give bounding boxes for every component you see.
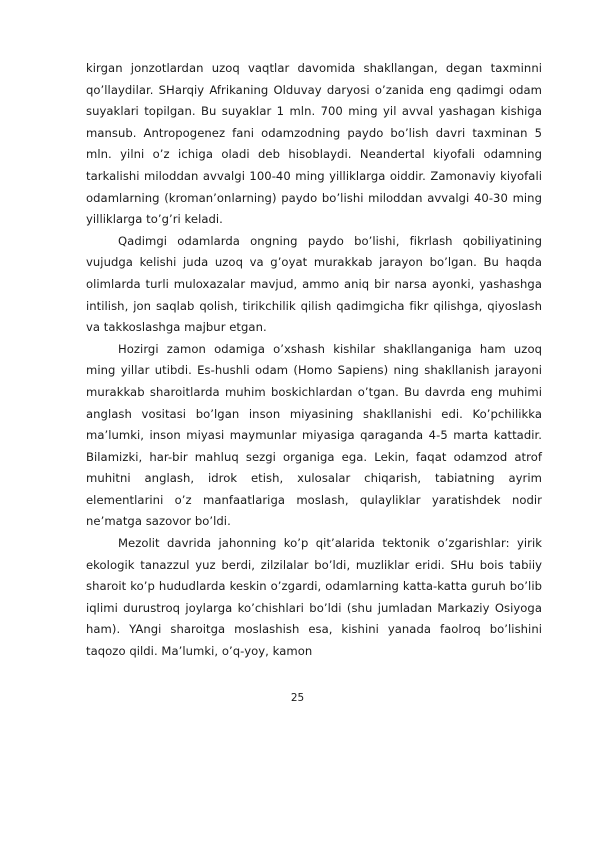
- paragraph-early-thinking: Qadimgi odamlarda ongning paydo bo’lishi, fikrlash qobiliyatining vujudga kelishi juda uzoq va g’oyat murakkab jarayon bo’lgan. Bu haqda olimlarda turli muloxazalar mavjud, ammo aniq bir narsa ayonki, yashashga intilish, jon saqlab qolish, tirikchilik qilish qadimgicha fikr qilishga, qiyoslash va takkoslashga majbur etgan.: [86, 233, 542, 335]
- page-number: 25: [290, 692, 305, 704]
- paragraph-homo-sapiens: Hozirgi zamon odamiga o’xshash kishilar shakllanganiga ham uzoq ming yillar utibdi. Es-hushli odam (Homo Sapiens) ning shakllanish jarayoni murakkab sharoitlarda muhim boskichlardan o’tgan. Bu davrda eng muhimi anglash vositasi bo’lgan inson miyasining shakllanishi edi. Ko’pchilikka ma’lumki, inson miyasi maymunlar miyasiga qaraganda 4-5 marta kattadir. Bilamizki, har-bir mahluq sezgi organiga ega. Lekin, faqat odamzod atrof muhitni anglash, idrok etish, xulosalar chiqarish, tabiatning ayrim elementlarini o’z manfaatlariga moslash, qulayliklar yaratishdek nodir ne’matga sazovor bo’ldi.: [86, 341, 542, 529]
- body-text: [86, 58, 542, 663]
- paragraph-mesolithic: Mezolit davrida jahonning ko’p qit’alarida tektonik o’zgarishlar: yirik ekologik tanazzul yuz berdi, zilzilalar bo’ldi, muzliklar eridi. SHu bois tabiiy sharoit ko’p hududlarda keskin o’zgardi, odamlarning katta-katta guruh bo’lib iqlimi durustroq joylarga ko’chishlari bo’ldi (shu jumladan Markaziy Osiyoga ham). YAngi sharoitga moslashish esa, kishini yanada faolroq bo’lishini taqozo qildi. Ma’lumki, o’q-yoy, kamon: [86, 536, 542, 659]
- paragraph-continuation: kirgan jonzotlardan uzoq vaqtlar davomida shakllangan, degan taxminni qo’llaydilar. SHarqiy Afrikaning Olduvay daryosi o’zanida eng qadimgi odam suyaklari topilgan. Bu suyaklar 1 mln. 700 ming yil avval yashagan kishiga mansub. Antropogenez fani odamzodning paydo bo’lish davri taxminan 5 mln. yilni o’z ichiga oladi deb hisoblaydi. Neandertal kiyofali odamning tarkalishi miloddan avvalgi 100-40 ming yilliklarga oiddir. Zamonaviy kiyofali odamlarning (kroman’onlarning) paydo bo’lishi miloddan avvalgi 40-30 ming yilliklarga to’g’ri keladi.: [86, 61, 542, 227]
